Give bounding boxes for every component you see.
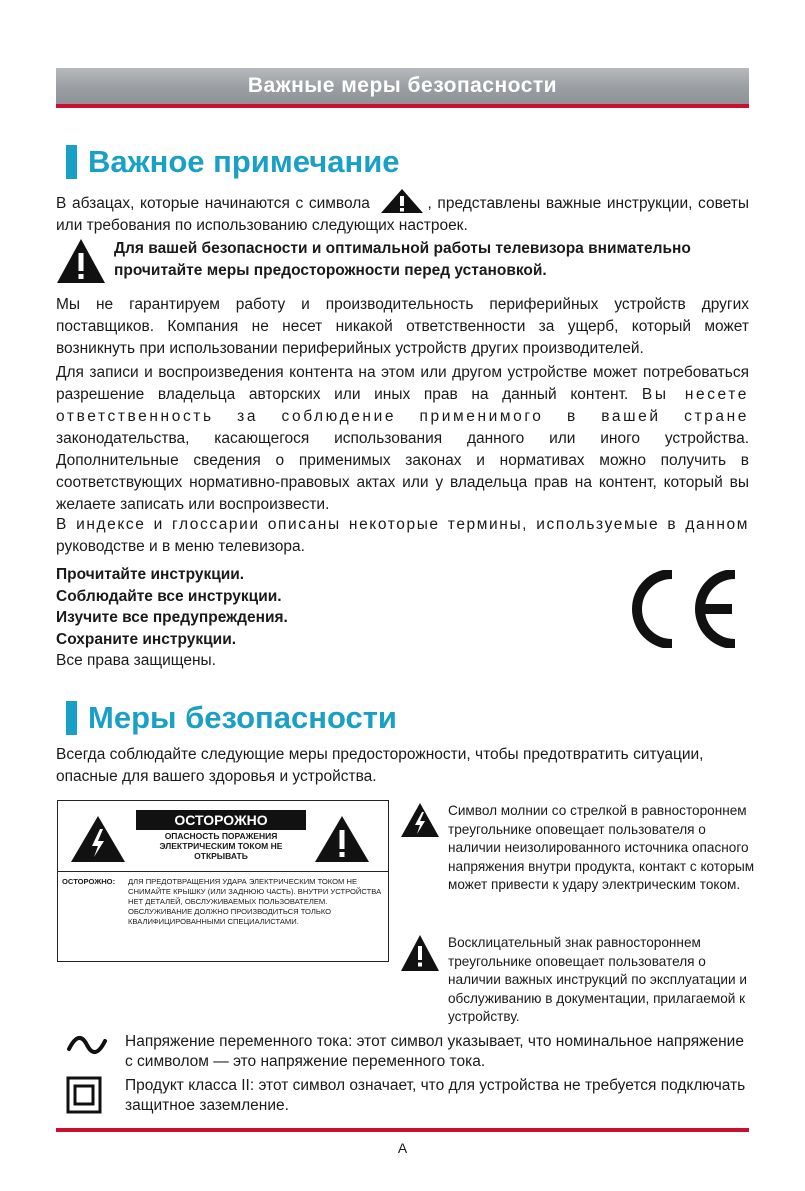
paragraph-content-rights-c: законодательства, касающегося использования данного или иного устройства. Дополнительные сведения о применимых законах и нормативах можно получить в соответствующих нормативно-правовых актах или у владельца прав на контент, который вы желаете записать или воспроизвести.: [56, 430, 749, 513]
rights-text: Все права защищены.: [56, 652, 216, 669]
lightning-description: Символ молнии со стрелкой в равностороннем треугольнике оповещает пользователя о наличии неизолированного источника опасного напряжения внутри продукта, контакт с которым может привести к удару электрическим током.: [448, 803, 755, 893]
section-title-important-note: Важное примечание: [66, 142, 400, 182]
paragraph-content-rights-a: Для записи и воспроизведения контента на этом или другом устройстве может потребоваться разрешение владельца авторских или иных прав на данный контент.: [56, 364, 749, 403]
header-title: Важные меры безопасности: [247, 74, 558, 97]
caution-label-top: [58, 801, 388, 872]
paragraph-glossary-a: В индексе и глоссарии описаны некоторые термины, используемые в данном: [56, 516, 749, 533]
safety-warning-block: [56, 238, 749, 284]
list-item: Изучите все предупреждения.: [56, 609, 288, 626]
list-item: Сохраните инструкции.: [56, 630, 237, 648]
list-item: Соблюдайте все инструкции.: [56, 587, 282, 605]
paragraph-glossary: [56, 514, 749, 558]
class2-description: Продукт класса II: этот символ означает, что для устройства не требуется подключать защитное заземление.: [125, 1077, 746, 1114]
lightning-triangle-icon: [400, 802, 440, 838]
paragraph-glossary-b: руководстве и в меню телевизора.: [56, 538, 305, 555]
intro-text-after: , представлены важные инструкции, советы или требования по использованию следующих настроек.: [56, 195, 749, 234]
caution-subtitle: ОПАСНОСТЬ ПОРАЖЕНИЯ ЭЛЕКТРИЧЕСКИМ ТОКОМ НЕ ОТКРЫВАТЬ: [159, 831, 283, 861]
instructions-list: [56, 564, 288, 672]
class-ii-double-square-icon: [66, 1076, 102, 1114]
caution-label: ОСТОРОЖНО:: [62, 877, 116, 886]
caution-label-box: [57, 800, 389, 962]
ac-voltage-description: Напряжение переменного тока: этот символ указывает, что номинальное напряжение с символом — это напряжение переменного тока.: [125, 1033, 744, 1070]
warning-triangle-icon: [380, 188, 424, 214]
exclamation-triangle-icon: [314, 815, 370, 863]
page-number: A: [397, 1140, 408, 1156]
exclamation-triangle-icon: [400, 934, 440, 972]
footer-divider: [56, 1128, 749, 1132]
caution-banner: ОСТОРОЖНО: [136, 810, 306, 830]
exclamation-description: Восклицательный знак равностороннем треугольнике оповещает пользователя о наличии важных инструкций по эксплуатации и обслуживанию в документации, прилагаемой к устройству.: [448, 935, 747, 1025]
warning-triangle-icon: [56, 238, 106, 284]
safety-warning-text: Для вашей безопасности и оптимальной работы телевизора внимательно прочитайте меры предосторожности перед установкой.: [114, 240, 691, 279]
paragraph-peripherals: Мы не гарантируем работу и производительность периферийных устройств других поставщиков. Компания не несет никакой ответственности за ущерб, который может возникнуть при использовании периферийных устройств других производителей.: [56, 296, 749, 357]
safety-intro: Всегда соблюдайте следующие меры предосторожности, чтобы предотвратить ситуации, опасные для вашего здоровья и устройства.: [56, 746, 704, 785]
section-title-safety: Меры безопасности: [66, 698, 397, 738]
paragraph-content-rights-b: Вы несете ответственность за соблюдение применимого в вашей стране: [56, 386, 750, 425]
lightning-triangle-icon: [70, 815, 126, 863]
ce-mark-icon: [628, 570, 740, 648]
header-bar: [56, 68, 749, 108]
list-item: Прочитайте инструкции.: [56, 566, 245, 583]
caution-text: ДЛЯ ПРЕДОТВРАЩЕНИЯ УДАРА ЭЛЕКТРИЧЕСКИМ ТОКОМ НЕ СНИМАЙТЕ КРЫШКУ (ИЛИ ЗАДНЮЮ ЧАСТЬ). ВНУТРИ УСТРОЙСТВА НЕТ ДЕТАЛЕЙ, ОБСЛУЖИВАЕМЫХ ПОЛЬЗОВАТЕЛЕМ. ОБСЛУЖИВАНИЕ ДОЛЖНО ПРОИЗВОДИТЬСЯ ТОЛЬКО КВАЛИФИЦИРОВАННЫМИ СПЕЦИАЛИСТАМИ.: [128, 877, 382, 926]
ac-voltage-icon: [66, 1032, 108, 1058]
paragraph-content-rights: [56, 362, 749, 516]
intro-paragraph: [56, 188, 749, 237]
intro-text-before: В абзацах, которые начинаются с символа: [56, 195, 370, 212]
